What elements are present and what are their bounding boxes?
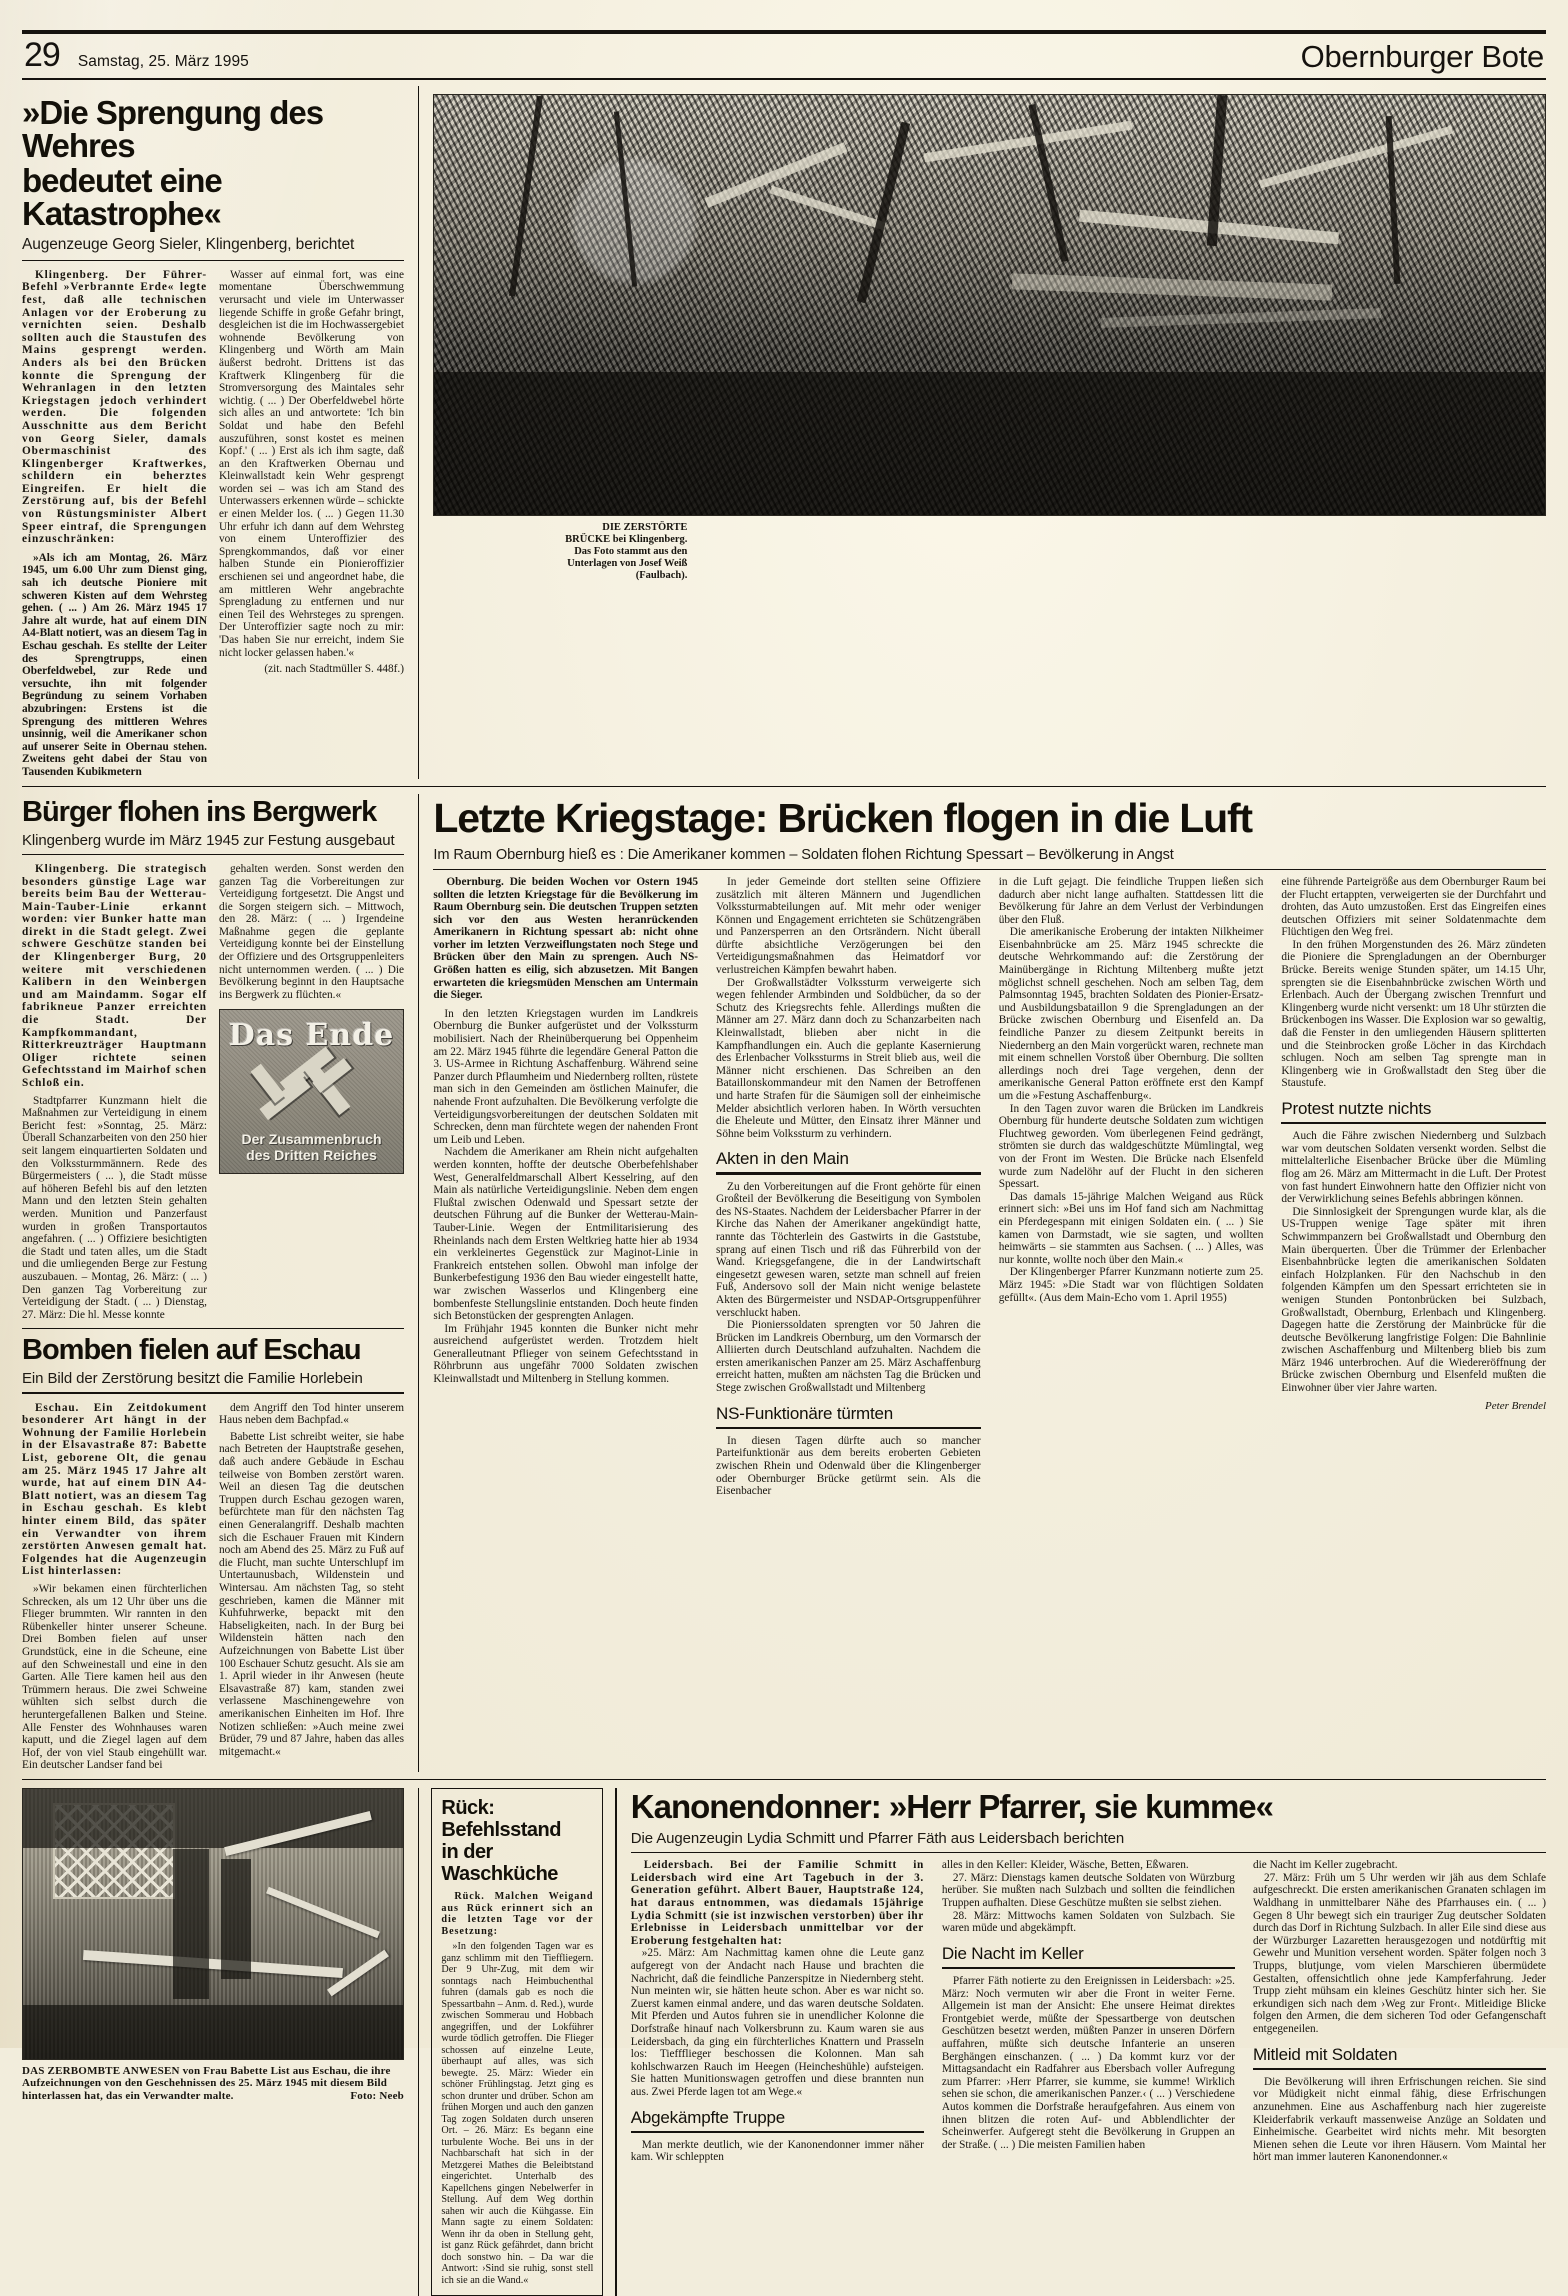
article3-col1-para2: »Wir bekamen einen fürchterlichen Schrecken, als um 12 Uhr über uns die Flieger brummten. Wir rannten in den Rübenkeller hinter unserer Scheune. Drei Bomben fielen auf unser Grundstück, eine in die Scheune, eine auf den Schweinestall und eine in den Garten. Alle Tiere kamen heil aus den Trümmern heraus. Die zwei Schweine wühlten sich selbst durch die heruntergefallenen Balken und Steine. Alle Fenster des Wohnhauses waren kaputt, und die Ziegel lagen auf dem Hof, der von viel Staub eingehüllt war. Ein deutscher Landser fand bei bbox=[22, 1582, 207, 1772]
swastika-graphic-icon bbox=[228, 1055, 395, 1127]
article4-sec3-body bbox=[1281, 1130, 1546, 1412]
bombed-property-photo bbox=[22, 1788, 404, 2060]
article4-c4p1: eine führende Parteigröße aus dem Obernburger Raum bei der Flucht ertappten, verweigerten sie der Durchfahrt und drohten, das Auto umzustoßen. Erst das Eingreifen eines deutschen Offiziers mit seiner Soldatenmachte dem Flüchtigen den Weg frei. bbox=[1281, 875, 1547, 939]
article1-rule bbox=[22, 260, 404, 261]
article4-sec2-head: NS-Funktionäre türmten bbox=[716, 1403, 894, 1423]
article2-col2-text bbox=[219, 863, 404, 1002]
article-kanonendonner bbox=[617, 1788, 1546, 2296]
photo-caption: DIE ZERSTÖRTE BRÜCKE bei Klingenberg. Das Foto stammt aus den Unterlagen von Josef Weiß (Faulbach). bbox=[565, 521, 688, 581]
article3-subhead: Ein Bild der Zerstörung besitzt die Familie Horlebein bbox=[22, 1370, 363, 1388]
article6-col2-body bbox=[942, 1859, 1235, 1935]
article1-col1-para2: »Als ich am Montag, 26. März 1945, um 6.00 Uhr zum Dienst ging, sah ich deutsche Pioniere mit schweren Kisten auf dem Wehrsteg gehen. ( ... ) Am 26. März 1945 17 Jahre alt wurde, hat auf einem DIN A4-Blatt notiert, was an diesem Tag in Eschau geschah. Es stellte der Leiter des Sprengtrupps, einen Oberfeldwebel, zur Rede und versuchte, ihn mit folgender Begründung zu seinem Vorhaben abzubringen: Erstens ist die Sprengung des mittleren Wehres unsinnig, weil die Amerikaner schon auf unserer Seite in Obernau stehen. Zweitens geht dabei der Stau von Tausenden Kubikmetern bbox=[22, 551, 207, 778]
article4-sec3p1: Auch die Fähre zwischen Niedernberg und Sulzbach war vom deutschen Soldaten versenkt worden. Selbst die mittelalterliche Eisenbacher Brücke über die Mümling flog am 26. März am Mittermacht in die Luft. Der Protest von fast hundert Einwohnern hatte den Offizier nicht von der Verwirklichung seines Befehls abbringen können. bbox=[1281, 1130, 1547, 1206]
article6-c2p3: 28. März: Mittwochs kamen Soldaten von Sulzbach. Sie waren müde und abgekämpft. bbox=[941, 1909, 1235, 1935]
article6-c2p1: alles in den Keller: Kleider, Wäsche, Betten, Eßwaren. bbox=[941, 1859, 1189, 1872]
article4-c1p1: In den letzten Kriegstagen wurden im Landkreis Obernburg die Bunker aufgerüstet und der Volkssturm mobilisiert. Nach der Rheinüberquerung bei Oppenheim am 22. März 1945 führte die legendäre General Patton die 3. US-Armee in Richtung Aschaffenburg. Während seine Panzer durch Pflaumheim und Niedernberg rollten, rüstete man sich in den Gemeinden am östlichen Mainufer, die nahende Front aufzuhalten. Die Bevölkerung verfolgte die Verteidigungsvorbereitungen der deutschen Soldaten mit Schrecken, denn man fürchtete wegen der nahenden Front um Leib und Leben. bbox=[433, 1007, 699, 1146]
article4-sec2p1: In diesen Tagen dürfte auch so mancher Parteifunktionär aus dem bereits eroberten Gebieten zwischen Rhein und Odenwald über die Klingenberger oder Obernburger Brücke getürmt sein. Als die Eisenbacher bbox=[716, 1434, 981, 1498]
article-rueck-befehlsstand bbox=[419, 1788, 615, 2296]
article3-col2-para1: dem Angriff den Tod hinter unserem Haus neben dem Bachpfad.« bbox=[219, 1401, 404, 1427]
article6-sec2-body bbox=[942, 1975, 1235, 2151]
article4-sec1-head: Akten in den Main bbox=[716, 1149, 849, 1169]
article4-sec1p2: Die Pionierssoldaten sprengten vor 50 Jahren die Brücken im Landkreis Obernburg, um den Vormarsch der Alliierten durch Deutschland aufzuhalten. Nachdem die ersten amerikanischen Panzer am 25. März Aschaffenburg erreicht hatten, mußten am nächsten Tag die Brücken und Stege zwischen Großwallstadt und Miltenberg bbox=[716, 1319, 981, 1395]
article1-source: (zit. nach Stadtmüller S. 448f.) bbox=[264, 663, 404, 676]
article6-sec2p1: Pfarrer Fäth notierte zu den Ereignissen in Leidersbach: »25. März: Noch vermuten wir aber die Front in weiter Ferne. Allgemein ist man der Ansicht: Ehe unsere Heimat direktes Frontgebiet werde, müßte der Spessartberge von deutschen Geschützen besetzt werden, müßten Panzer in unseren Dörfern auffahren, müßte sich deutsche Infanterie an unseren Berghängen einschanzen. ( ... ) Da kommt kurz vor der Mittagsandacht ein Radfahrer aus Ebersbach voller Aufregung zum Pfarrer: ›Herr Pfarrer, sie kumme, sie kumme! Wirklich sehen sie schon, die amerikanischen Panzer.‹ ( ... ) Verschiedene Autos kommen die Dorfstraße heraufgefahren. Aus einem von ihnen blitzen die roten Auf- und Abblendlichter der Scheinwerfer. Aufgeregt steht die Bevölkerung in Gruppen an der Straße. ( ... ) Die meisten Familien haben bbox=[941, 1975, 1235, 2151]
article3-column-2 bbox=[219, 1402, 404, 1772]
article4-sec1p1: Zu den Vorbereitungen auf die Front gehörte für einen Großteil der Bevölkerung die Beseitigung von Symbolen des NS-Staates. Nachdem der Leidersbacher Pfarrer in der Kirche das Nahen der Amerikaner angekündigt hatte, rannte das Töchterlein des Gastwirts in die Gaststube, sprang auf einen Tisch und riß das Führerbild von der Wand. Kriegsgefangene, die in der Landwirtschaft eingesetzt gewesen waren, setzte man schnell auf freien Fuß, Andersovo soll der Main nicht wenige belastete Akten des Bürgermeister und NSDAP-Ortsgruppenführer verschluckt haben. bbox=[716, 1180, 981, 1319]
article2-col2-para1: gehalten werden. Sonst werden den ganzen Tag die Vorbereitungen zur Verteidigung fortgesetzt. Die Angst und die Sorgen steigern sich. – Mittwoch, den 28. März: ( ... ) Irgendeine Maßnahme gegen die geplante Verteidigung konnte bei der Einstellung der Offiziere und des Ortsgruppenleiters nicht unternommen werden. ( ... ) Die Bevölkerung beginnt in den Hauptsache ins Bergwerk zu flüchten.« bbox=[219, 862, 404, 1001]
article2-headline: Bürger flohen ins Bergwerk bbox=[22, 795, 377, 828]
article3-photo-caption bbox=[22, 2065, 404, 2102]
article6-column-3 bbox=[1244, 1859, 1546, 2164]
article4-sec1-rule bbox=[716, 1172, 981, 1174]
ad-line-1: Der Zusammenbruch bbox=[241, 1131, 382, 1148]
article2-rule bbox=[22, 854, 404, 855]
article6-sec3-head: Mitleid mit Soldaten bbox=[1252, 2044, 1398, 2064]
article2-column-2 bbox=[219, 863, 404, 1321]
article2-dateline: Klingenberg. Die strategisch besonders günstige Lage war bereits beim Bau der Wetterau-Main-Tauber-Linie erkannt worden: vier Bunker hatte man direkt in die Stadt gelegt. Zwei schwere Geschütze standen bei der Klingenberger Burg, 20 weitere mit verschiedenen Kalibern in den Weinbergen und am Maindamm. Sogar elf fabrikneue Panzer erreichten die Stadt. Der Kampfkommandant, Ritterkreuzträger Hauptmann Oliger richtete seinen Gefechtsstand im Mairhof schen Schloß ein. bbox=[22, 862, 207, 1089]
article6-sec1-head: Abgekämpfte Truppe bbox=[630, 2107, 786, 2127]
article5-para2: »In den folgenden Tagen war es ganz schlimm mit den Tieffliegern. Der 9 Uhr-Zug, mit dem wir sonntags nach Heimbuchenthal fuhren (damals gab es noch die Spessartbahn – Anm. d. Red.), wurde zwischen Sommerau und Hobbach angegriffen, und der Lokführer wurde tödlich getroffen. Die Flieger schossen auf einzelne Leute, überhaupt auf alles, was sich bewegte. 25. März: Wieder ein schöner Frühlingstag. Jetzt ging es schon drunter und drüber. Schon am frühen Morgen und auch den ganzen Tag zogen Soldaten durch unseren Ort. – 26. März: Es begann eine turbulente Woche. Bei uns in der Nachbarschaft hat sich in der Metzgerei Mathes die Beleibtstand eingerichtet. Unterhalb des Kapellchens gingen Nebelwerfer in Stellung. Auf dem Weg dorthin sahen wir auch die Kühgasse. Ein Mann sagte zu einem Soldaten: Wenn ihr da oben in Stellung geht, ist ganz Rück gefährdet, dann bricht doch sonstwo hin. – Da war die Antwort: ›Sind sie ruhig, sonst stell ich sie an die Wand.« bbox=[441, 1941, 594, 2286]
article4-col4-body bbox=[1281, 876, 1546, 1090]
article6-sec3-body bbox=[1253, 2076, 1546, 2164]
article4-c3p1: in die Luft gejagt. Die feindliche Truppen ließen sich dadurch aber nicht lange aufhalten. Stattdessen litt die Bevölkerung für Jahre an dem Verlust der Verbindungen über den Fluß. bbox=[998, 875, 1264, 926]
article3-col2-para2: Babette List schreibt weiter, sie habe nach Betreten der Hauptstraße gesehen, daß auch andere Gebäude in Eschau teilweise von Bomben zerstört waren. Weil an diesen Tag die deutschen Truppen durch Eschau gezogen waren, befürchtete man für den nächsten Tag einen Generalangriff. Deshalb machten sich die Eschauer Frauen mit Kindern noch am Abend des 25. März zu Fuß auf die Flucht, man suchte Unterschlupf im Untertaunusbach, Wildenstein und Wintersau. Am nächsten Tag, so steht geschrieben, kamen die Männer mit Kuhfuhrwerke, bepackt mit den Habseligkeiten, nach. In der Burg bei Wildenstein hätten nach den Aufzeichnungen von Babette List über 100 Eschauer Schutz gesucht. Als sie am 1. April wieder in ihr Anwesen (heute Elsavastraße 87) kam, standen zwei verlassene Maschinengewehre von amerikanischen Einheiten im Hof. Ihre Notizen schließen: »Auch meine zwei Brüder, 79 und 87 Jahre, haben das alles mitgemacht.« bbox=[219, 1430, 404, 1758]
article5-box bbox=[431, 1788, 603, 2296]
masthead-rule-bottom bbox=[22, 78, 1546, 80]
book-ad-das-ende[interactable] bbox=[219, 1009, 404, 1174]
article4-c3p2: Die amerikanische Eroberung der intakten Nilkheimer Eisenbahnbrücke am 25. März 1945 schreckte die deutsche Wehrkommando auf: die Zerstörung der Mainübergänge in Richtung Miltenberg mußte jetzt möglichst schnell geschehen. Noch am selben Tag, dem Palmsonntag 1945, brachten Soldaten des Pionier-Ersatz- und Ausbildungsbataillon 9 die Sprengladungen an der Brücke zwischen Obernburg und Eisenfeld an. Da feindliche Panzer zu diesem Zeitpunkt bereits in Niedernberg an den Main vorgerückt waren, rechnete man mit einem schnellen Vorstoß über Obernburg. Die sollten allerdings noch drei Tage vergehen, denn der amerikanische General Patton eröffnete erst den Kampf um die »Festung Aschaffenburg«. bbox=[998, 926, 1264, 1102]
article3-photo-block bbox=[22, 1788, 418, 2296]
bottom-section bbox=[22, 1788, 1546, 2296]
article6-section-abgekaempfte bbox=[631, 2108, 924, 2164]
article4-c3p4: Das damals 15-jährige Malchen Weigand aus Rück erinnert sich: »Bei uns im Hof fand sich am Nachmittag ein Pferdegespann mit einigen Soldaten ein. ( ... ) Sie kamen von Darmstadt, wie sie sagten, und wollten heimwärts – sie stammten aus Sachsen. ( ... ) Alles, was nur konnte, wollte noch über den Main.« bbox=[998, 1190, 1264, 1266]
article6-sec3p1: Die Bevölkerung will ihren Erfrischungen reichen. Sie sind vor Müdigkeit nicht einmal fähig, diese Erfrischungen anzunehmen. Eine aus Aschaffenburg nach hier zugereiste Kleiderfabrik verkauft massenweise Anzüge an Soldaten und Einheimische. Gearbeitet wird nichts mehr. Mit besorgten Mienen sehen die Leute vor ihren Häusern. Vom Maintal her hört man immer lauteren Kanonendonner.« bbox=[1252, 2075, 1547, 2164]
article4-sec1-body bbox=[716, 1181, 981, 1395]
article6-sec1-body bbox=[631, 2139, 924, 2164]
article4-col1-body bbox=[433, 1008, 698, 1386]
article1-photo-block bbox=[419, 86, 1546, 779]
article6-dateline: Leidersbach. Bei der Familie Schmitt in Leidersbach wird eine Art Tagebuch in der 3. Generation geführt. Albert Bauer, Hauptstraße 124, hat daraus entnommen, was diedamals 15jährige Lydia Schmitt (sie ist inzwischen verstorben) über ihr Erlebnisse in Leidersbach unmittelbar vor der Eroberung festgehalten hat: bbox=[630, 1859, 924, 1947]
section-divider-1 bbox=[22, 786, 1546, 787]
article4-c1p3: Im Frühjahr 1945 konnten die Bunker nicht mehr ausreichend aufgerüstet werden. Trotzdem hielt Generalleutnant Pflieger von seinem Gefechtsstand in Röhrbrunn aus ungefähr 7000 Soldaten zwischen Kleinwallstadt und Miltenberg in Stellung kommen. bbox=[433, 1322, 699, 1386]
article5-dateline: Rück. Malchen Weigand aus Rück erinnert sich an die letzten Tage vor der Besetzung: bbox=[441, 1891, 594, 1937]
article4-section-akten bbox=[716, 1149, 981, 1394]
article6-c3p1: die Nacht im Keller zugebracht. bbox=[1252, 1859, 1398, 1872]
publication-title: Obernburger Bote bbox=[1300, 39, 1544, 74]
top-section bbox=[22, 86, 1546, 779]
destroyed-bridge-photo bbox=[433, 94, 1546, 516]
article2-column-1 bbox=[22, 863, 207, 1321]
article3-headline: Bomben fielen auf Eschau bbox=[22, 1334, 361, 1367]
article-letzte-kriegstage bbox=[419, 794, 1546, 1772]
article4-c2p1: In jeder Gemeinde dort stellten seine Offiziere zusätzlich mit älteren Männern und Jugendlichen Volkssturmabteilungen auf. Mit mehr oder weniger Können und Engagement errichteten sie Schützengräben und Panzersperren an den Ortsrändern. Nicht überall dürfte absichtliche Verzögerungen bei den Verteidigungsmaßnahmen das Heimatdorf vor verlustreichen Kämpfen bewahrt haben. bbox=[716, 875, 981, 977]
article4-sec3-rule bbox=[1281, 1122, 1546, 1124]
article6-col3-body bbox=[1253, 1859, 1546, 2035]
article4-column-1 bbox=[433, 876, 707, 1498]
article6-column-2 bbox=[933, 1859, 1244, 2164]
article1-col2-para1: Wasser auf einmal fort, was eine momentane Überschwemmung verursacht und viele im Unterwasser liegende Schiffe in große Gefahr bringt, desgleichen ist die im Hochwassergebiet wohnende Bevölkerung von Klingenberg und Wörth am Main äußerst bedroht. Drittens ist das Kraftwerk Klingenberg für die Stromversorgung des Maintales sehr wichtig. ( ... ) Der Oberfeldwebel hörte sich alles an und antwortete: 'Ich bin Soldat und habe den Befehl auszuführen, sonst kostet es meinen Kopf.' ( ... ) Erst als ich ihm sagte, daß an den Kraftwerken Obernau und Kleinwallstadt kein Wehr gesprengt worden sei – was ich am Stand des Unterwassers erkennen würde – schickte er einen Melder los. ( ... ) Gegen 11.30 Uhr erfuhr ich dann auf dem Wehrsteg von einem Unteroffizier des Sprengkommandos, daß vor einer halben Stunde ein Pionieroffizier erschienen sei und angeordnet habe, die am mittleren Wehr angebrachte Sprengladung zu entfernen und nur einen Teil des Wehrsteges zu sprengen. Der Unteroffizier sagte noch zu mir: 'Das haben Sie nur erreicht, indem Sie nicht locker gelassen haben.'« bbox=[219, 268, 404, 659]
section-divider-2 bbox=[22, 1328, 404, 1329]
article1-subhead: Augenzeuge Georg Sieler, Klingenberg, berichtet bbox=[22, 235, 355, 253]
article6-sec2-head: Die Nacht im Keller bbox=[941, 1943, 1084, 1963]
article6-sec2-rule bbox=[942, 1967, 1235, 1969]
article6-c1p2: »25. März: Am Nachmittag kamen ohne die Leute ganz aufgeregt von der Andacht nach Hause und brachten die Nachricht, daß die feindliche Panzerspitze in Niedernberg steht. Nun meinten wir, sie hätten heute schon. Aber es war nicht so. Zuerst kamen einmal andere, und das waren deutsche Soldaten. Mit Pferden und Autos fuhren sie in unendlicher Kolonne die Dorfstraße hinauf nach Volkersbrunn zu. Kaum waren sie aus Leidersbach, da ging ein fürchterliches Knattern und Prasseln los: Tieffflieger beschossen die Kolonnen. Man sah kohlschwarzen Rauch im Heegen (Heincheshühle) aufsteigen. Sie hatten Munitionswagen getroffen und diese brannten nun aus. Zwei Pferde lagen tot am Wege.« bbox=[630, 1947, 924, 2098]
article4-col3-body bbox=[999, 876, 1264, 1304]
article3-rule bbox=[22, 1392, 404, 1393]
article1-column-1 bbox=[22, 269, 207, 779]
article3-dateline: Eschau. Ein Zeitdokument besonderer Art hängt in der Wohnung der Familie Horlebein in der Elsavastraße 87: Babette List, geborene Olt, die genau am 25. März 1945 17 Jahre alt wurde, hat auf einem DIN A4-Blatt notiert, was an diesem Tag in Eschau geschah. Es klebt hinter einem Bild, das später ein Verwandter von ihrem zerstörten Anwesen gemalt hat. Folgendes hat die Augenzeugin List hinterlassen: bbox=[22, 1401, 207, 1578]
article6-section-mitleid bbox=[1253, 2045, 1546, 2164]
article4-subhead: Im Raum Obernburg hieß es : Die Amerikaner kommen – Soldaten flohen Richtung Spessart – Bevölkerung in Angst bbox=[433, 846, 1174, 863]
left-column-stack bbox=[22, 794, 418, 1772]
article-sprengung-wehres bbox=[22, 86, 418, 779]
issue-date: Samstag, 25. März 1995 bbox=[77, 53, 249, 70]
page-number: 29 bbox=[24, 36, 60, 74]
article1-headline-line2: bedeutet eine Katastrophe« bbox=[22, 161, 222, 232]
article4-column-2 bbox=[707, 876, 990, 1498]
article4-section-ns bbox=[716, 1404, 981, 1498]
article6-headline: Kanonendonner: »Herr Pfarrer, sie kumme« bbox=[630, 1788, 1274, 1826]
article6-column-1 bbox=[631, 1859, 933, 2164]
article5-headline-line2: in der Waschküche bbox=[441, 1841, 558, 1886]
article6-sec3-rule bbox=[1253, 2068, 1546, 2070]
article4-column-3 bbox=[990, 876, 1273, 1498]
article6-sec1-rule bbox=[631, 2131, 924, 2133]
article5-body bbox=[441, 1891, 593, 2286]
article4-c1p2: Nachdem die Amerikaner am Rhein nicht aufgehalten werden konnten, hoffte der deutsche Oberbefehlshaber West, Generalfeldmarschall Albert Kesselring, auf den Main als natürliche Verteidigungslinie. Neben dem engen Flußtal zwischen Odenwald und Spessart setzte der deutschen Führung auf die Bunker der Wetterau-Main-Tauber-Linie. Wegen der Entmilitarisierung des Rheinlands nach dem Ersten Weltkrieg hatte hier ab 1934 ein verkleinertes Gegenstück zur Maginot-Linie in Frankreich entstehen sollen. Obwohl man infolge der Bunkerbefestigung 1936 den Bau wieder eingestellt hatte, war zwischen Wasserlos und Klingenberg eine bombenfeste Stellungslinie entstanden. Doch heute finden sich Betonstücken der gesprengten Anlagen. bbox=[433, 1146, 699, 1323]
article4-author: Peter Brendel bbox=[1485, 1399, 1547, 1412]
article4-c3p5: Der Klingenberger Pfarrer Kunzmann notierte zum 25. März 1945: »Die Stadt war von flüchtigen Soldaten gefüllt«. (Aus dem Main-Echo vom 1. April 1955) bbox=[998, 1266, 1264, 1304]
article4-columns bbox=[433, 876, 1546, 1498]
ad-line-2: des Dritten Reiches bbox=[246, 1147, 377, 1164]
article1-headline-line1: »Die Sprengung des Wehres bbox=[22, 93, 324, 164]
article3-column-1 bbox=[22, 1402, 207, 1772]
middle-section bbox=[22, 794, 1546, 1772]
article6-c2p2: 27. März: Dienstags kamen deutsche Soldaten von Würzburg herüber. Sie mußten nach Sulzbach und sollten die feindlichen Truppen aufhalten. Diese Geschütze mußten sie selbst ziehen. bbox=[941, 1871, 1235, 1910]
article3-photo-credit: Foto: Neeb bbox=[350, 2089, 404, 2102]
article4-sec3-head: Protest nutzte nichts bbox=[1281, 1099, 1432, 1118]
article4-rule bbox=[433, 869, 1546, 870]
article4-headline: Letzte Kriegstage: Brücken flogen in die Luft bbox=[433, 794, 1252, 841]
article1-dateline: Klingenberg. Der Führer-Befehl »Verbrannte Erde« legte fest, daß alle technischen Anlagen vor der Eroberung zu vernichten seien. Deshalb sollten auch die Staustufen des Mains gesprengt werden. Anders als bei den Brücken konnte die Sprengung der Wehranlagen in den letzten Kriegstagen jedoch verhindert werden. Die folgenden Ausschnitte aus dem Bericht von Georg Sieler, damals Obermaschinist des Klingenberger Kraftwerkes, schildern ein beherztes Eingreifen. Er hielt die Zerstörung auf, bis der Befehl von Rüstungsminister Albert Speer eintraf, die Sprengungen einzuschränken: bbox=[22, 268, 207, 546]
article4-sec2-body bbox=[716, 1435, 981, 1498]
article4-c4p2: In den frühen Morgenstunden des 26. März zündeten die Pioniere die Sprengladungen an der Obernburger Brücke. Bereits wenige Stunden später, um 14.15 Uhr, sprengten sie die Eisenbahnbrücke zwischen Wörth und Erlenbach. Auch der Übergang zwischen Trennfurt und Klingenberg wurde nicht versenkt: um 18 Uhr stürzten die Brückenbogen ins Wasser. Die Explosion war so gewaltig, daß die Fenster in den umliegenden Häusern splitterten und die Steinbrocken große Löcher in das Kirchdach schlugen. Noch am selben Tag sprengte man in Klingenberg wie in Großwallstadt den Steg über die Staustufe. bbox=[1281, 938, 1547, 1090]
article6-columns bbox=[631, 1859, 1546, 2164]
article3-photo-caption-text: DAS ZERBOMBTE ANWESEN von Frau Babette List aus Eschau, die ihre Aufzeichnungen von den Geschehnissen des 25. März 1945 mit diesem Bild hinterlassen hat, das ein Verwandter malte. bbox=[22, 2065, 391, 2102]
article4-sec2-rule bbox=[716, 1427, 981, 1429]
article6-sec1p1: Man merkte deutlich, wie der Kanonendonner immer näher kam. Wir schleppten bbox=[630, 2138, 924, 2164]
article6-rule bbox=[631, 1852, 1546, 1853]
article4-c3p3: In den Tagen zuvor waren die Brücken im Landkreis Obernburg für hunderte deutsche Soldaten zum wichtigen Fluchtweg geworden. Vom überlegenen Feind gedrängt, strömten sie durch das waldgeschützte Mümlingtal, weg von der Front im Westen. Die Brücke nach Elsenfeld wurde zum Nadelöhr auf der Flucht in den sicheren Spessart. bbox=[998, 1102, 1264, 1191]
article2-subhead: Klingenberg wurde im März 1945 zur Festung ausgebaut bbox=[22, 831, 395, 849]
article1-column-2 bbox=[219, 269, 404, 779]
article6-c3p2: 27. März: Früh um 5 Uhr werden wir jäh aus dem Schlafe aufgeschreckt. Die ersten amerikanischen Granaten schlagen im Waldhang in unmittelbarer Nähe des Pfarrhauses ein. ( ... ) Gegen 8 Uhr bewegt sich ein trauriger Zug deutscher Soldaten durch das Dorf in Richtung Sulzbach. In aller Eile sind diese aus der Würzburger Lazaretten herausgezogen und notdürftig mit Gewehr und Munition versehent worden. Später folgen noch 3 Trupps, blutjunge, vom vielen Marschieren übermüdete Gestalten, offensichtlich ohne jede Kampferfahrung. Jeder Trupp zieht mühsam ein kleines Geschütz hinter sich her. Sie erkundigen sich nach dem ›Weg zur Front‹. Mitleidige Blicke folgen den Armen, die dem sicheren Tod oder Gefangenschaft entgegeneilen. bbox=[1252, 1871, 1547, 2035]
article6-subhead: Die Augenzeugin Lydia Schmitt und Pfarrer Fäth aus Leidersbach berichten bbox=[630, 1830, 1125, 1848]
article6-col1-body bbox=[631, 1859, 924, 2098]
article4-c2p2: Der Großwallstädter Volkssturm verweigerte sich wegen fehlender Armbinden und Soldbücher, da so der Schutz des Kriegsrechts fehle. Allerdings mußten die Männer am 27. März dann doch zu Schanzarbeiten nach Kleinwallstadt, blieben aber nicht in die Kampfhandlungen ein. Auch die geplante Kasernierung des Erlenbacher Volkssturms in Streit blieb aus, weil die Männer nicht erschienen. Das Schreiben an den Bataillonskommandeur mit den Namen der Betroffenen und harte Strafen für die Säumigen soll der einheimische Melder absichtlich verloren haben. In Wörth versuchten die Eheleute und Mütter, den Einsatz ihrer Männer und Söhne beim Volkssturm zu verhindern. bbox=[716, 976, 981, 1140]
article2-col1-para2: Stadtpfarrer Kunzmann hielt die Maßnahmen zur Verteidigung in einem Bericht fest: »Sonntag, 25. März: Überall Schanzarbeiten von den 250 hier seit langem einquartierten Soldaten und den Volkssturmmännern. Rede des Bürgermeisters ( ... ), die Stadt müsse auf höheren Befehl bis auf den letzten Mann und den letzten Stein gehalten werden. Munition und Panzerfaust wurden in großen Transportautos angefahren. ( ... ) Offiziere besichtigten die Stadt und taten alles, um die Stadt und die umliegenden Berge zur Festung auszubauen. – Montag, 26. März: ( ... ) Den ganzen Tag Vorbereitung zur Verteidigung der Stadt. ( ... ) Dienstag, 27. März: Die hl. Messe konnte bbox=[22, 1094, 207, 1321]
article-bomben-eschau bbox=[22, 1336, 404, 1771]
article5-headline-line1: Rück: Befehlsstand bbox=[441, 1797, 561, 1842]
photo-detail-overlay bbox=[434, 95, 1545, 515]
article-buerger-flohen bbox=[22, 795, 404, 1322]
section-divider-3 bbox=[22, 1779, 1546, 1780]
article4-lead bbox=[433, 876, 698, 1002]
ad-gothic-title: Das Ende bbox=[228, 1018, 395, 1054]
article4-lead-text: Obernburg. Die beiden Wochen vor Ostern 1945 sollten die letzten Kriegstage für die Bevölkerung im Raum Obernburg sein. Die deutschen Truppen setzten sich vor den aus Westen heranrückenden Amerikanern in Richtung spessart ab: nicht ohne vorher im letzten Verzweiflungstaten noch Stege und Brücken über den Main zu sprengen. Auch NS-Größen hatten es eilig, sich abzusetzen. Mit Bangen erwarteten die kriegsmüden Menschen am Untermain die Sieger. bbox=[433, 875, 699, 1002]
masthead bbox=[22, 0, 1546, 80]
article4-sec3p2: Die Sinnlosigkeit der Sprengungen wurde klar, als die US-Truppen wenige Tage später mit ihren Schwimmpanzern bei Großwallstadt und Obernburg den Main überquerten. Über die Trümmer der Erlenbacher Eisenbahnbrücke legten die amerikanischen Soldaten einfach Holzplanken. Für den Nachschub in den folgenden Kämpfen um den Spessart errichteten sie in wenigen Stunden Pontonbrücken bei Sulzbach, Großwallstadt, Obernburg, Erlenbach und Klingenberg. Dagegen hatte die Zerstörung der Mainbrücke für die deutsche Bevölkerung langfristige Folgen: Die Bahnlinie zwischen Aschaffenburg und Miltenberg blieb bis zum März 1946 unterbrochen. Auf die Wiedereröffnung der Brücke zwischen Obernburg und Elsenfeld mußten die Einwohner über vier Jahre warten. bbox=[1281, 1205, 1547, 1395]
article4-col2-body bbox=[716, 876, 981, 1140]
article4-section-protest bbox=[1281, 1099, 1546, 1412]
article4-column-4 bbox=[1272, 876, 1546, 1498]
